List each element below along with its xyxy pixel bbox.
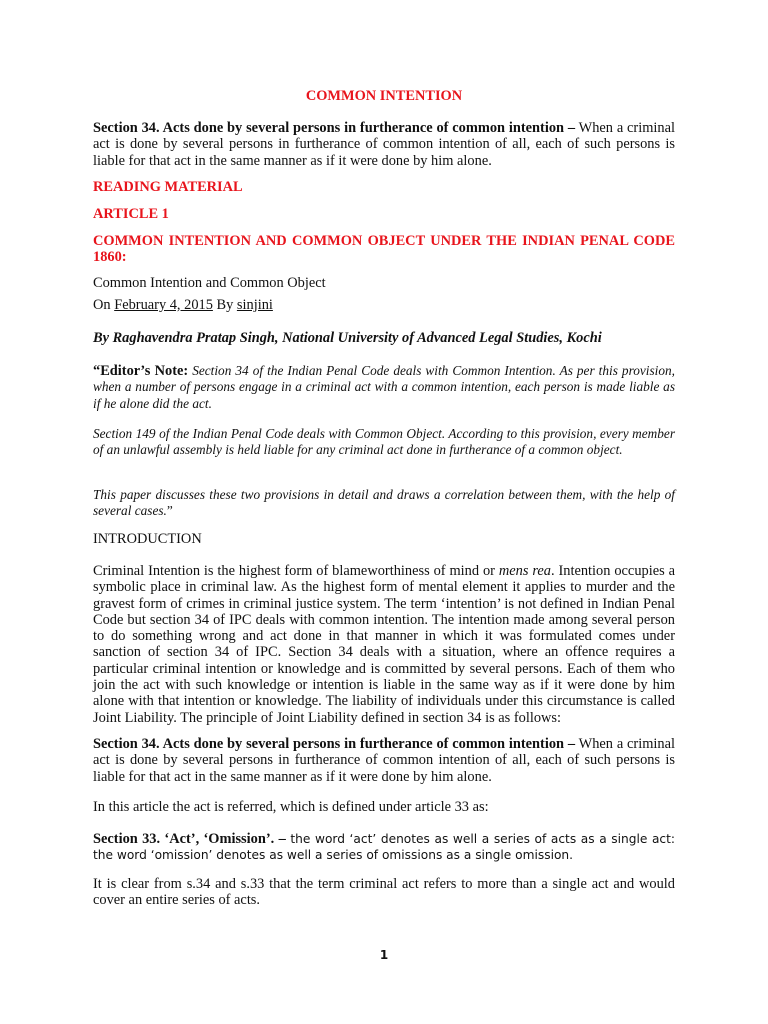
intro-mens-rea: mens rea <box>498 563 551 579</box>
post-date-link[interactable]: February 4, 2015 <box>114 297 213 313</box>
editor-note-label: “Editor’s Note: <box>93 363 189 379</box>
editor-note-paragraph-3 <box>93 487 675 520</box>
document-title: COMMON INTENTION <box>305 88 463 104</box>
byline: By Raghavendra Pratap Singh, National University of Advanced Legal Studies, Kochi <box>93 330 602 346</box>
by-label: By <box>212 297 237 313</box>
post-meta <box>93 297 675 313</box>
editor-note-close-quote: ” <box>166 503 173 519</box>
introduction-paragraph <box>93 563 675 726</box>
intro-text-1: Criminal Intention is the highest form of blameworthiness of mind or <box>93 563 499 579</box>
article-subtitle: Common Intention and Common Object <box>93 275 326 291</box>
section-34-text: When a criminal act is done by several persons in furtherance of common intention of all, each of such persons is liable for that act in the same manner as if it were done by him alone. <box>93 120 675 169</box>
section-34-heading-repeat: Section 34. Acts done by several persons in furtherance of common intention – <box>93 736 576 752</box>
editor-note-text-3: This paper discusses these two provisions in detail and draws a correlation between them, with the help of several cases. <box>93 487 675 519</box>
section-33-text: the word ‘act’ denotes as well a series of acts as a single act: the word ‘omission’ denotes as well a series of omissions as a single omission. <box>93 832 676 863</box>
editor-note-text-1: Section 34 of the Indian Penal Code deals with Common Intention. As per this provision, when a number of persons engage in a criminal act with a common intention, each person is made liable as if he alone did the act. <box>93 363 675 411</box>
intro-text-2: . Intention occupies a symbolic place in criminal law. As the highest form of mental element it applies to murder and the gravest form of crimes in criminal justice system. The term ‘intention’ is not defined in Indian Penal Code but section 34 of IPC deals with common intention. The intention made among several person to do something wrong and act done in that manner in which it was formulated comes under sanction of section 34 of IPC. Section 34 deals with a situation, where an offence requires a particular criminal intention or knowledge and is committed by several persons. Each of them who join the act with such knowledge or intention is liable in the same way as if it were done by him alone with that intention or knowledge. The liability of individuals under this circumstance is called Joint Liability. The principle of Joint Liability defined in section 34 is as follows: <box>93 563 675 726</box>
section-33-heading: Section 33. ‘Act’, ‘Omission’. – <box>93 831 286 847</box>
on-label: On <box>93 297 115 313</box>
post-author-link[interactable]: sinjini <box>236 297 273 313</box>
section-34-paragraph-repeat <box>93 736 675 785</box>
section-34-paragraph <box>93 120 675 169</box>
section-33-paragraph <box>93 831 675 864</box>
editor-note-paragraph-1 <box>93 363 675 412</box>
introduction-heading: INTRODUCTION <box>93 531 202 547</box>
section-34-heading: Section 34. Acts done by several persons in furtherance of common intention – <box>93 120 576 136</box>
section-34-text-repeat: When a criminal act is done by several persons in furtherance of common intention of all, each of such persons is liable for that act in the same manner as if it were done by him alone. <box>93 736 675 785</box>
editor-note-paragraph-2: Section 149 of the Indian Penal Code deals with Common Object. According to this provision, every member of an unlawful assembly is held liable for any criminal act done in furtherance of a common object. <box>93 426 675 458</box>
reading-material-heading: READING MATERIAL <box>93 179 243 195</box>
page-number: 1 <box>379 948 389 962</box>
article-heading: COMMON INTENTION AND COMMON OBJECT UNDER THE INDIAN PENAL CODE 1860: <box>93 233 675 266</box>
article-label: ARTICLE 1 <box>93 206 169 222</box>
conclusion-paragraph: It is clear from s.34 and s.33 that the term criminal act refers to more than a single act and would cover an entire series of acts. <box>93 876 675 909</box>
article-33-intro: In this article the act is referred, which is defined under article 33 as: <box>93 799 489 815</box>
